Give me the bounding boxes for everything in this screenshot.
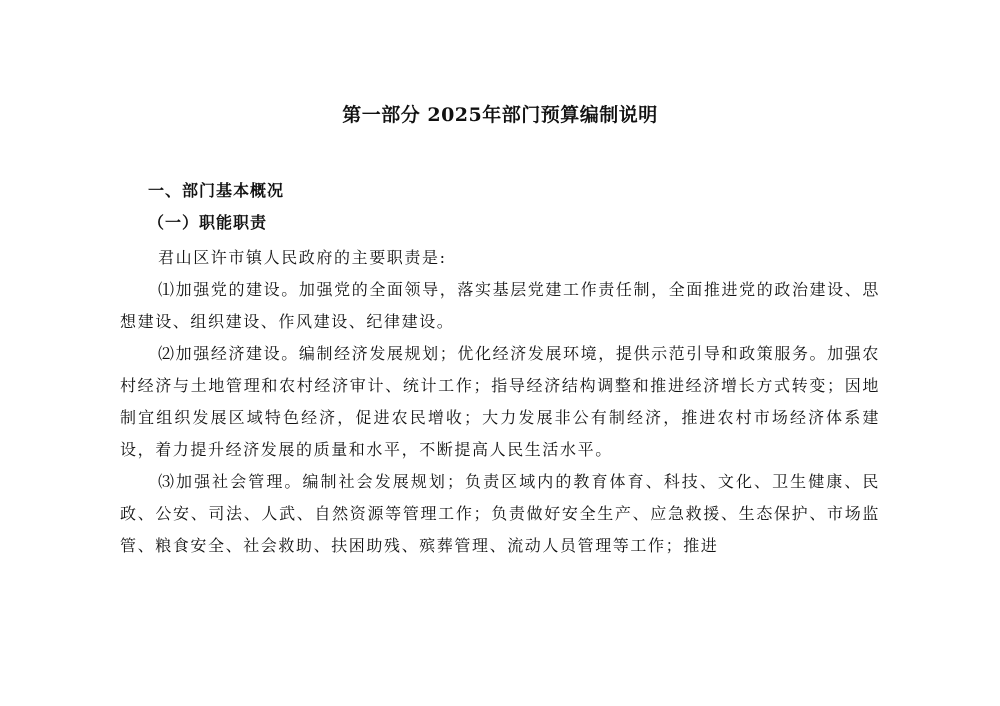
section-heading: 一、部门基本概况 <box>148 181 285 200</box>
paragraph-social-management: ⑶加强社会管理。编制社会发展规划；负责区域内的教育体育、科技、文化、卫生健康、民政、公安、司法、人武、自然资源等管理工作；负责做好安全生产、应急救援、生态保护、市场监管、粮食安全、社会救助、扶困助残、殡葬管理、流动人员管理等工作；推进 <box>120 472 880 555</box>
paragraph-intro: 君山区许市镇人民政府的主要职责是: <box>158 248 447 267</box>
sub-heading: （一）职能职责 <box>148 213 268 232</box>
body-text <box>120 242 880 562</box>
paragraph-economic-building: ⑵加强经济建设。编制经济发展规划；优化经济发展环境，提供示范引导和政策服务。加强农村经济与土地管理和农村经济审计、统计工作；指导经济结构调整和推进经济增长方式转变；因地制宜组织发展区域特色经济，促进农民增收；大力发展非公有制经济，推进农村市场经济体系建设，着力提升经济发展的质量和水平，不断提高人民生活水平。 <box>120 344 880 459</box>
paragraph-party-building: ⑴加强党的建设。加强党的全面领导，落实基层党建工作责任制，全面推进党的政治建设、思想建设、组织建设、作风建设、纪律建设。 <box>120 280 880 331</box>
document-title: 第一部分 2025年部门预算编制说明 <box>342 104 658 126</box>
